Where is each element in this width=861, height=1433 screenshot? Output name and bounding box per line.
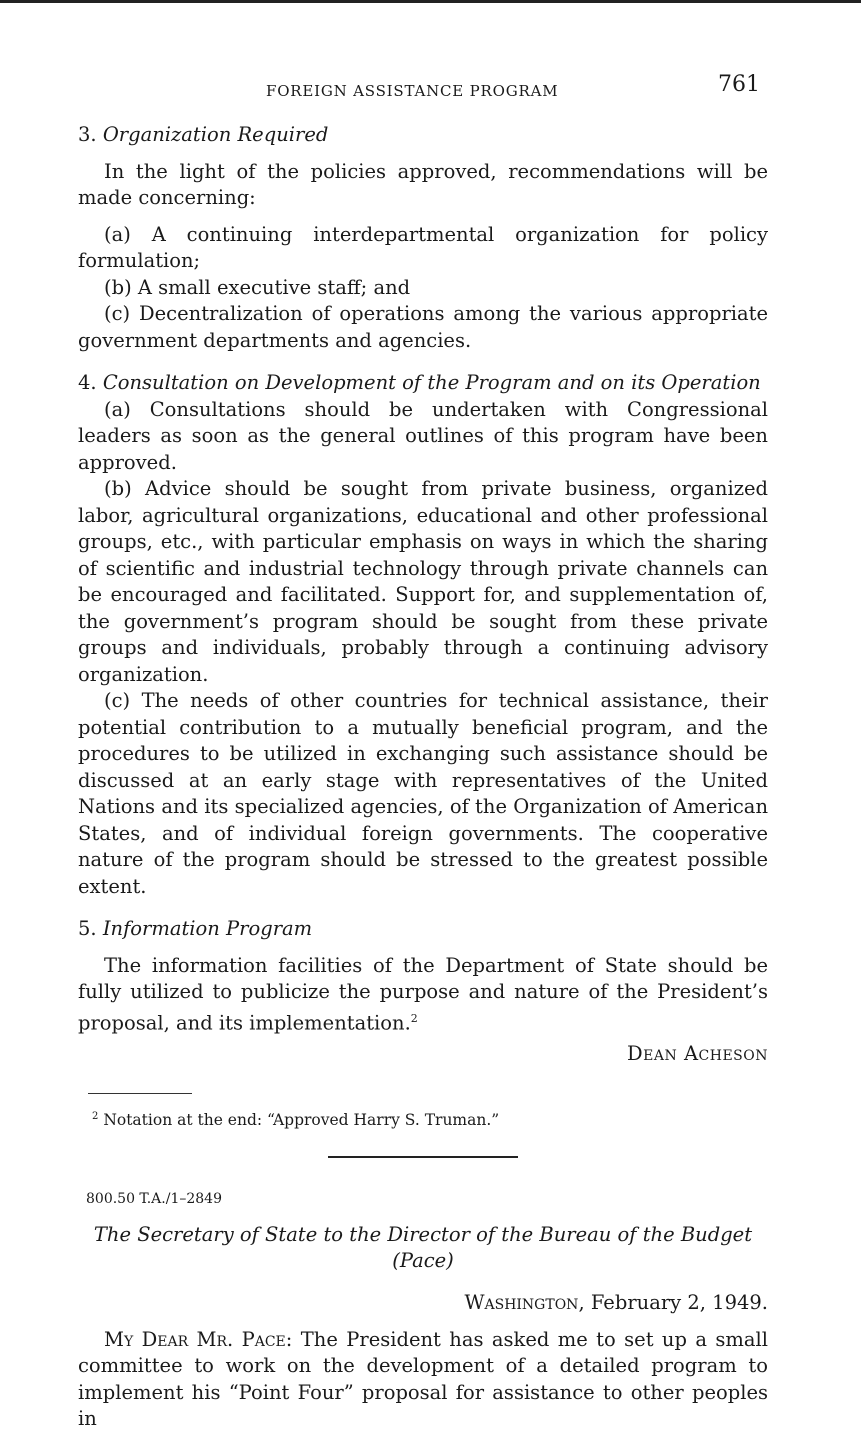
footnote xyxy=(92,1104,768,1134)
file-reference: 800.50 T.A./1–2849 xyxy=(86,1190,222,1207)
page-number: 761 xyxy=(718,72,760,97)
section-title: Consultation on Development of the Program and on its Operation xyxy=(102,371,761,394)
footnote-text: Notation at the end: “Approved Harry S. Truman.” xyxy=(103,1111,500,1130)
footnote-marker: 2 xyxy=(92,1111,99,1122)
section-5-body: The information facilities of the Department of State should be fully utilized to publicize the purpose and nature of the President’s proposal, and its implementation. xyxy=(78,953,768,1034)
document-title-line-2: (Pace) xyxy=(392,1249,454,1273)
section-3-item-a: (a) A continuing interdepartmental organization for policy formulation; xyxy=(78,222,768,272)
section-3-heading xyxy=(78,122,768,149)
section-number: 4. xyxy=(78,371,97,394)
salutation: My Dear Mr. Pace xyxy=(104,1327,286,1351)
section-3-item-c: (c) Decentralization of operations among the various appropriate government departments and agencies. xyxy=(78,302,768,352)
document-title xyxy=(78,1222,768,1274)
section-5-text xyxy=(78,953,768,1037)
section-number: 5. xyxy=(78,917,97,940)
dateline-date: , February 2, 1949. xyxy=(578,1291,768,1315)
signature: Dean Acheson xyxy=(627,1041,768,1065)
section-3-item-b: (b) A small executive staff; and xyxy=(104,275,411,299)
running-header xyxy=(78,72,768,106)
document-separator xyxy=(328,1156,518,1158)
section-4-item-a: (a) Consultations should be undertaken with Congressional leaders as soon as the general outlines of this program have been approved. xyxy=(78,397,768,474)
page-top-edge xyxy=(0,0,861,3)
letter-text: : The President has asked me to set up a small committee to work on the development of a detailed program to implement his “Point Four” proposal for assistance to other peoples in xyxy=(78,1327,768,1431)
dateline-place: Washington xyxy=(464,1291,579,1315)
dateline xyxy=(78,1290,768,1317)
running-title: FOREIGN ASSISTANCE PROGRAM xyxy=(266,82,559,100)
section-4-heading xyxy=(78,370,768,397)
section-title: Information Program xyxy=(102,917,313,940)
footnote-reference: 2 xyxy=(410,1011,418,1025)
section-number: 3. xyxy=(78,123,97,146)
document-title-line-1: The Secretary of State to the Director of the Bureau of the Budget xyxy=(93,1223,753,1247)
section-4-item-c: (c) The needs of other countries for technical assistance, their potential contribution to a mutually beneficial program, and the procedures to be utilized in exchanging such assistance should be discussed at an early stage with representatives of the United Nations and its specialized agencies, of the Organization of American States, and of individual foreign governments. The cooperative nature of the program should be stressed to the greatest possible extent. xyxy=(78,689,768,898)
section-title: Organization Required xyxy=(102,123,329,146)
section-3-intro: In the light of the policies approved, recommendations will be made concerning: xyxy=(78,159,768,209)
footnote-rule xyxy=(88,1093,192,1094)
section-4-item-b: (b) Advice should be sought from private business, organized labor, agricultural organizations, educational and other professional groups, etc., with particular emphasis on ways in which the sharing of scientific and industrial technology through private channels can be encouraged and facilitated. Support for, and supplementation of, the government’s program should be sought from these private groups and individuals, probably through a continuing advisory organization. xyxy=(78,477,768,686)
section-5-heading xyxy=(78,916,768,943)
document-page xyxy=(78,72,768,1433)
